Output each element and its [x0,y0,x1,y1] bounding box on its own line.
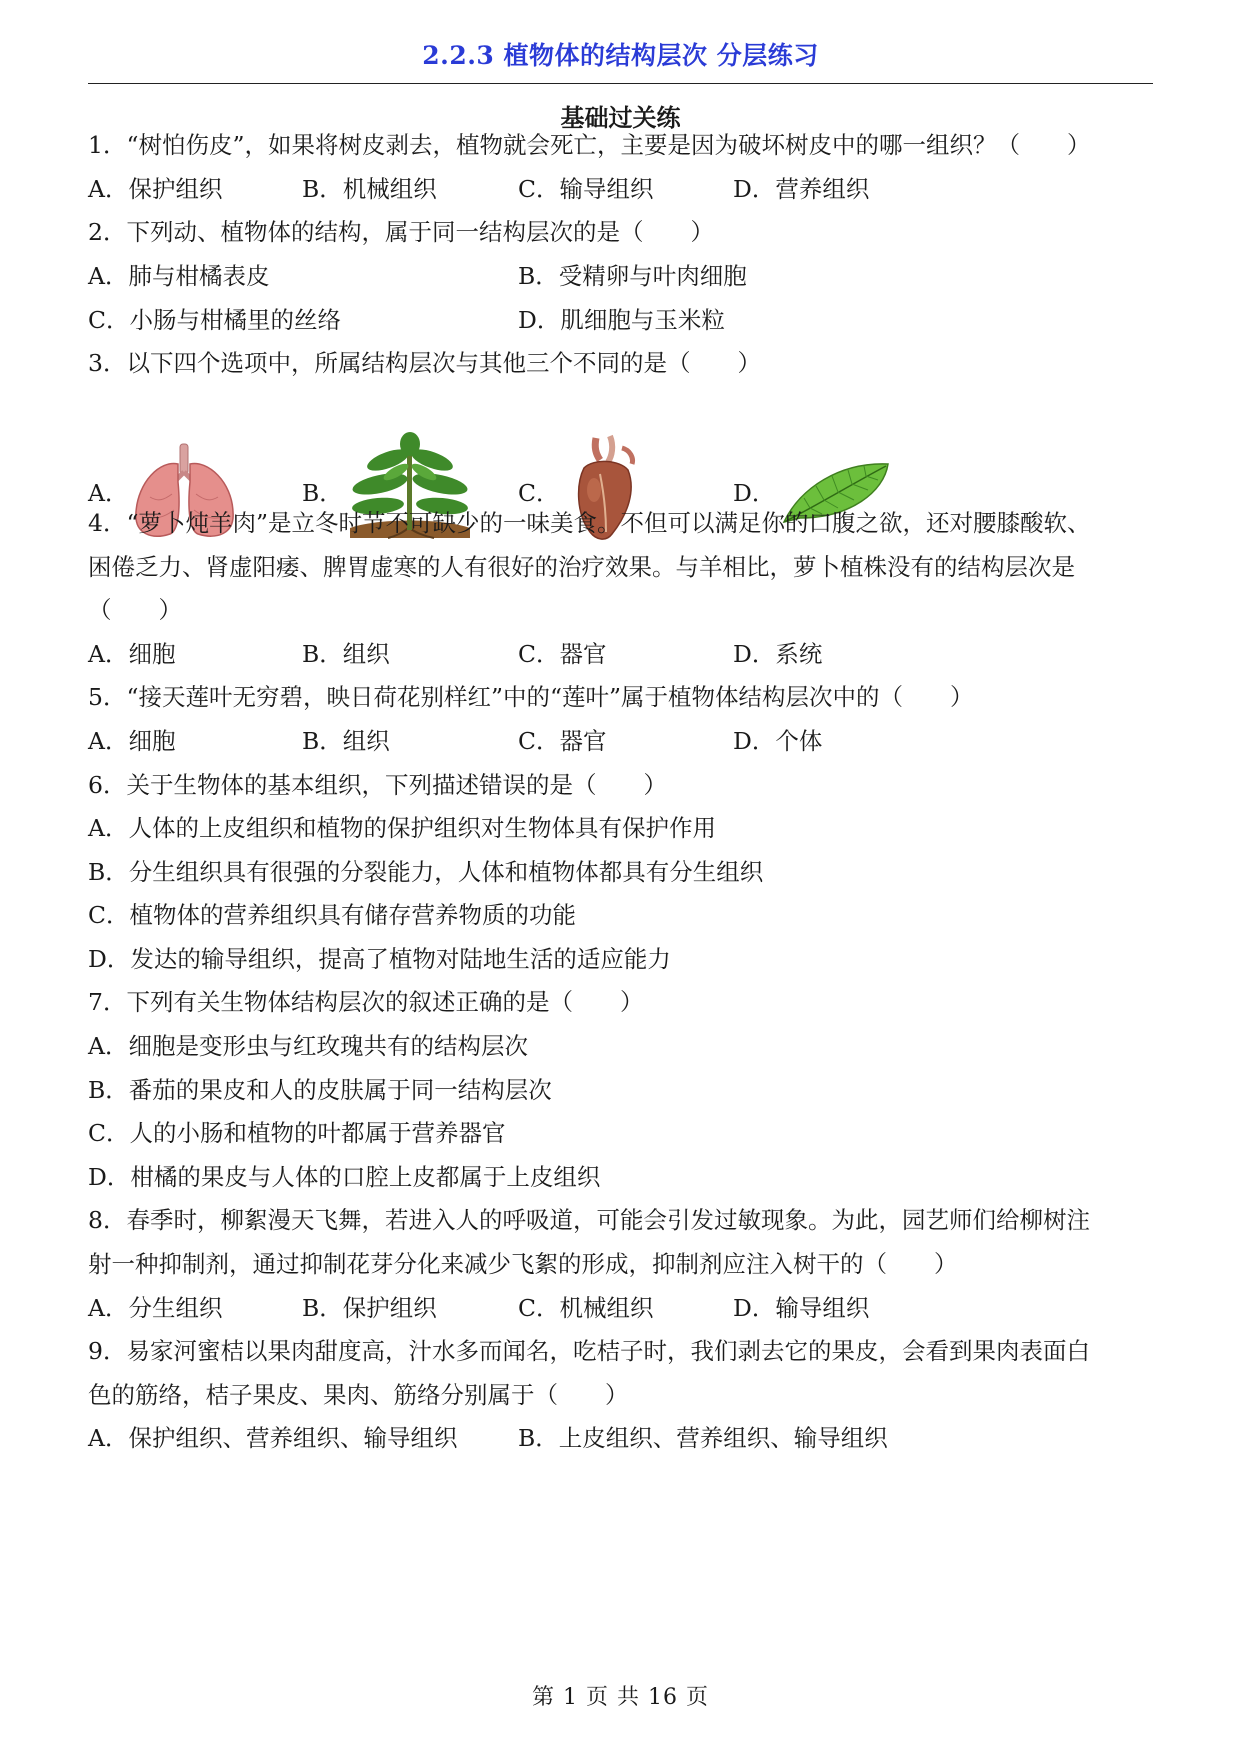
question-3-option-b: B． [302,479,343,507]
page-number: 第 1 页 共 16 页 [532,1685,709,1710]
question-1-option-d: D．营养组织 [733,175,870,203]
question-6-option-c: C．植物体的营养组织具有储存营养物质的功能 [88,901,576,929]
header-divider [88,83,1153,84]
question-5-stem: 5．“接天莲叶无穷碧，映日荷花别样红”中的“莲叶”属于植物体结构层次中的（ ） [88,683,974,711]
question-4-stem-line-3: （ ） [88,596,182,624]
question-6-stem: 6．关于生物体的基本组织，下列描述错误的是（ ） [88,771,667,799]
question-5-option-d: D．个体 [733,727,823,755]
document-title: 2.2.3 植物体的结构层次 分层练习 [422,41,819,70]
question-9-stem-line-1: 9．易家河蜜桔以果肉甜度高，汁水多而闻名，吃桔子时，我们剥去它的果皮，会看到果肉表面白 [88,1337,1090,1365]
question-6-option-d: D．发达的输导组织，提高了植物对陆地生活的适应能力 [88,945,671,973]
question-7-stem: 7．下列有关生物体结构层次的叙述正确的是（ ） [88,988,644,1016]
question-8-stem-line-2: 射一种抑制剂，通过抑制花芽分化来减少飞絮的形成，抑制剂应注入树干的（ ） [88,1250,958,1278]
question-1-stem: 1．“树怕伤皮”，如果将树皮剥去，植物就会死亡，主要是因为破坏树皮中的哪一组织？（ ） [88,131,1091,159]
question-5-option-b: B．组织 [302,727,390,755]
question-8-stem-line-1: 8．春季时，柳絮漫天飞舞，若进入人的呼吸道，可能会引发过敏现象。为此，园艺师们给柳树注 [88,1206,1090,1234]
question-2-option-c: C．小肠与柑橘里的丝络 [88,306,341,334]
question-3-option-d: D． [733,479,776,507]
question-8-option-c: C．机械组织 [518,1294,654,1322]
question-4-option-c: C．器官 [518,640,607,668]
question-2-option-d: D．肌细胞与玉米粒 [518,306,725,334]
question-1-option-b: B．机械组织 [302,175,437,203]
question-9-option-b: B．上皮组织、营养组织、输导组织 [518,1424,888,1452]
question-9-option-a: A．保护组织、营养组织、输导组织 [88,1424,458,1452]
question-8-option-a: A．分生组织 [88,1294,223,1322]
question-2-stem: 2．下列动、植物体的结构，属于同一结构层次的是（ ） [88,218,714,246]
question-8-option-b: B．保护组织 [302,1294,437,1322]
question-7-option-b: B．番茄的果皮和人的皮肤属于同一结构层次 [88,1076,552,1104]
question-2-option-b: B．受精卵与叶肉细胞 [518,262,747,290]
question-4-option-d: D．系统 [733,640,823,668]
question-6-option-a: A．人体的上皮组织和植物的保护组织对生物体具有保护作用 [88,814,716,842]
question-3-stem: 3．以下四个选项中，所属结构层次与其他三个不同的是（ ） [88,349,761,377]
question-4-stem-line-1: 4．“萝卜炖羊肉”是立冬时节不可缺少的一味美食。不但可以满足你的口腹之欲，还对腰膝酸软、 [88,509,1091,537]
question-5-option-a: A．细胞 [88,727,176,755]
question-7-option-c: C．人的小肠和植物的叶都属于营养器官 [88,1119,506,1147]
question-3-option-a: A． [88,479,129,507]
question-8-option-d: D．输导组织 [733,1294,870,1322]
question-5-option-c: C．器官 [518,727,607,755]
question-4-option-b: B．组织 [302,640,390,668]
question-3-option-c: C． [518,479,560,507]
question-4-option-a: A．细胞 [88,640,176,668]
question-4-stem-line-2: 困倦乏力、肾虚阳痿、脾胃虚寒的人有很好的治疗效果。与羊相比，萝卜植株没有的结构层次是 [88,553,1075,581]
question-1-option-c: C．输导组织 [518,175,654,203]
question-2-option-a: A．肺与柑橘表皮 [88,262,270,290]
question-1-option-a: A．保护组织 [88,175,223,203]
question-7-option-d: D．柑橘的果皮与人体的口腔上皮都属于上皮组织 [88,1163,601,1191]
question-7-option-a: A．细胞是变形虫与红玫瑰共有的结构层次 [88,1032,528,1060]
question-9-stem-line-2: 色的筋络，桔子果皮、果肉、筋络分别属于（ ） [88,1381,629,1409]
question-6-option-b: B．分生组织具有很强的分裂能力，人体和植物体都具有分生组织 [88,858,764,886]
section-title: 基础过关练 [560,103,681,132]
